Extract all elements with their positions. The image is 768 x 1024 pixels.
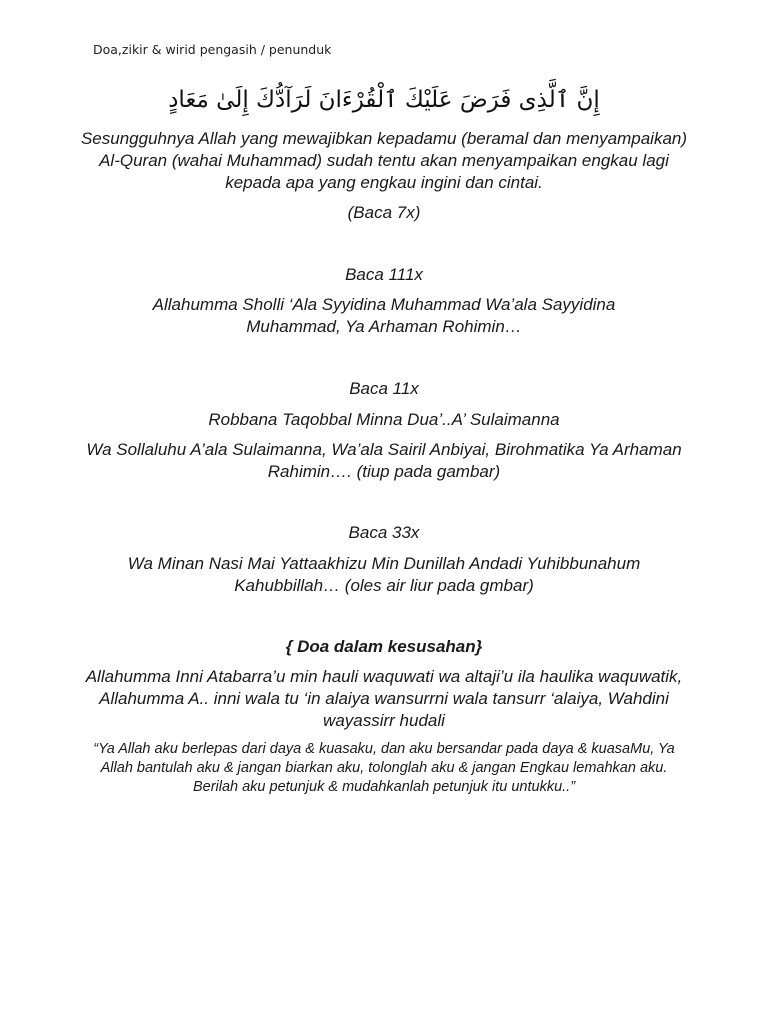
robbana-text: Robbana Taqobbal Minna Dua’..A’ Sulaimanna xyxy=(208,410,560,429)
recite-count-7x: (Baca 7x) xyxy=(347,203,421,222)
waminan-text: Wa Minan Nasi Mai Yattaakhizu Min Dunillah Andadi Yuhibbunahum Kahubbillah… (oles air liur pada gmbar) xyxy=(127,554,641,595)
page-header: Doa,zikir & wirid pengasih / penunduk xyxy=(93,42,332,57)
doa-text: Allahumma Inni Atabarra’u min hauli waquwati wa altaji’u ila haulika waquwatik, Allahumma A.. inni wala tu ‘in alaiya wansurrni wala tansurr ‘alaiya, Wahdini wayassirr hudali xyxy=(85,667,683,730)
recite-count-11x: Baca 11x xyxy=(349,379,419,398)
wasollaluhu-text: Wa Sollaluhu A’ala Sulaimanna, Wa’ala Sairil Anbiyai, Birohmatika Ya Arhaman Rahimin…. (tiup pada gambar) xyxy=(86,440,682,481)
recite-count-33x: Baca 33x xyxy=(348,523,420,542)
translation-text: Sesungguhnya Allah yang mewajibkan kepadamu (beramal dan menyampaikan) Al-Quran (wahai Muhammad) sudah tentu akan menyampaikan engkau lagi kepada apa yang engkau ingini dan cintai. xyxy=(80,129,688,192)
arabic-verse: إِنَّ ٱلَّذِى فَرَضَ عَلَيْكَ ٱلْقُرْءَانَ لَرَآدُّكَ إِلَىٰ مَعَادٍ xyxy=(168,87,600,113)
recite-count-111x: Baca 111x xyxy=(345,265,423,284)
doa-meaning: “Ya Allah aku berlepas dari daya & kuasaku, dan aku bersandar pada daya & kuasaMu, Ya Allah bantulah aku & jangan biarkan aku, tolonglah aku & jangan Engkau lemahkan aku. Berilah aku petunjuk & mudahkanlah petunjuk itu untukku..” xyxy=(93,741,675,795)
section-title: { Doa dalam kesusahan} xyxy=(285,637,483,656)
salawat-text: Allahumma Sholli ‘Ala Syyidina Muhammad Wa’ala Sayyidina Muhammad, Ya Arhaman Rohimin… xyxy=(152,295,616,336)
